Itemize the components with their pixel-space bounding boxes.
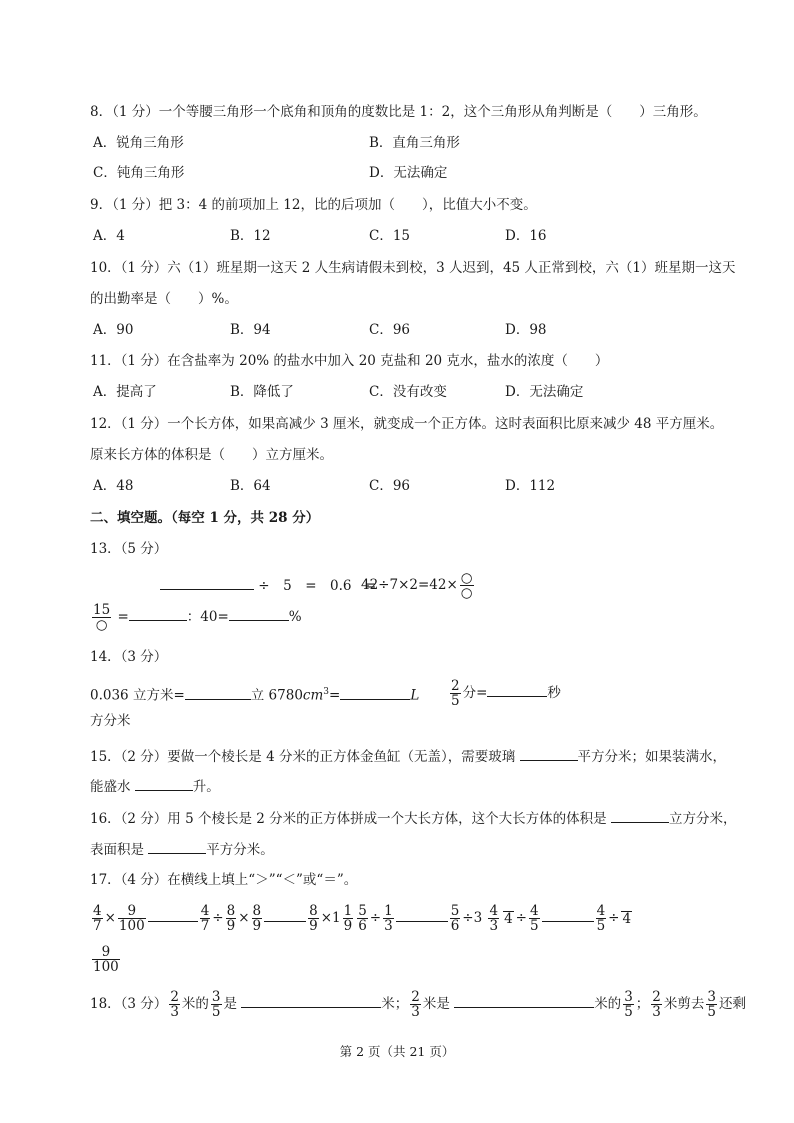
q10-option-a: A．90 <box>93 322 134 338</box>
answer-blank[interactable] <box>148 839 206 854</box>
answer-blank[interactable] <box>340 685 410 700</box>
q11-stem: 11．（1 分）在含盐率为 20% 的盐水中加入 20 克盐和 20 克水，盐水的浓度（ ） <box>90 353 609 369</box>
q17-continuation: $\frac{9}{100}$ <box>93 944 119 975</box>
q17-stem: 17．（4 分）在横线上填上“＞”“＜”或“＝”。 <box>90 872 358 888</box>
answer-blank[interactable] <box>229 606 289 621</box>
q10-stem-line1: 10．（1 分）六（1）班星期一这天 2 人生病请假未到校，3 人迟到，45 人正常到校，六（1）班星期一这天 <box>90 260 736 276</box>
q9-option-d: D．16 <box>505 228 547 244</box>
q8-option-b: B．直角三角形 <box>369 135 460 151</box>
q13-row2: $\frac{15}{○}$ = ：40= % <box>93 602 302 633</box>
page-footer: 第 2 页（共 21 页） <box>339 1044 455 1059</box>
q14-tail: 方分米 <box>90 713 131 729</box>
q18-line: 18．（3 分） $\frac{2}{3}$ 米的 $\frac{3}{5}$ 是 米； $\frac{2}{3}$ 米是 米的 $\frac{3}{5}$ ； $\frac{2}{3}$ 米剪去 $\frac{3}{5}$ 还剩 <box>90 989 746 1020</box>
q8-option-a: A．锐角三角形 <box>93 135 184 151</box>
q12-option-d: D．112 <box>505 478 556 494</box>
q13-fraction-15-over-circle: $\frac{15}{○}$ <box>93 602 111 633</box>
answer-blank[interactable] <box>264 907 306 922</box>
q9-option-b: B．12 <box>230 228 271 244</box>
answer-blank[interactable] <box>185 685 251 700</box>
q14-unit-l: L <box>410 687 420 704</box>
q10-stem-line2: 的出勤率是（ ）%。 <box>90 291 238 307</box>
q18-label: 18．（3 分） <box>90 996 168 1012</box>
answer-blank[interactable] <box>520 746 578 761</box>
q14-text-a: 0.036 立方米= <box>90 687 185 704</box>
section-title-fill-in: 二、填空题。（每空 1 分，共 28 分） <box>90 510 320 526</box>
q9-stem: 9．（1 分）把 3：4 的前项加上 12，比的后项加（ ），比值大小不变。 <box>90 197 537 213</box>
q8-option-d: D．无法确定 <box>369 165 448 181</box>
q13-percent: % <box>288 609 302 625</box>
answer-blank[interactable] <box>396 907 448 922</box>
q13-row1 <box>160 575 376 595</box>
q10-option-d: D．98 <box>505 322 547 338</box>
q12-option-b: B．64 <box>230 478 271 494</box>
q16-line1: 16．（2 分）用 5 个棱长是 2 分米的正方体拼成一个大长方体，这个大长方体的体积是 立方分米， <box>90 808 736 828</box>
q15-line2: 能盛水 升。 <box>90 776 220 796</box>
answer-blank[interactable] <box>135 776 193 791</box>
q14-sup: 3 <box>323 687 330 697</box>
answer-blank[interactable] <box>148 907 198 922</box>
q10-option-c: C．96 <box>369 322 411 338</box>
q14-row1: 0.036 立方米= 立 $6780cm^3= L$ <box>90 683 419 705</box>
q14-row1-right <box>448 679 561 708</box>
q12-option-c: C．96 <box>369 478 411 494</box>
q14-label: 14．（3 分） <box>90 649 168 665</box>
q11-option-a: A．提高了 <box>93 384 157 400</box>
q12-stem-line1: 12．（1 分）一个长方体，如果高减少 3 厘米，就变成一个正方体。这时表面积比原来减少 48 平方厘米。 <box>90 416 724 432</box>
q13-expr-text: 42÷7×2=42× <box>361 577 458 593</box>
q14-text-b: 立 6780 <box>250 687 303 704</box>
q9-option-c: C．15 <box>369 228 411 244</box>
q13-label: 13．（5 分） <box>90 541 168 557</box>
q13-colon-40: ：40= <box>186 609 229 625</box>
q12-option-a: A．48 <box>93 478 134 494</box>
answer-blank[interactable] <box>487 682 547 697</box>
q8-option-c: C．钝角三角形 <box>93 165 185 181</box>
q11-option-b: B．降低了 <box>230 384 294 400</box>
answer-blank[interactable] <box>542 907 594 922</box>
q8-stem: 8．（1 分）一个等腰三角形一个底角和顶角的度数比是 1：2，这个三角形从角判断是（ ）三角形。 <box>90 104 707 120</box>
q14-unit-cm: cm <box>302 687 324 704</box>
answer-blank[interactable] <box>611 808 669 823</box>
q13-circle-fraction: $\frac{○}{○}$ <box>460 570 473 601</box>
q16-line2: 表面积是 平方分米。 <box>90 839 274 859</box>
q10-option-b: B．94 <box>230 322 271 338</box>
answer-blank[interactable] <box>160 575 254 590</box>
q12-stem-line2: 原来长方体的体积是（ ）立方厘米。 <box>90 447 333 463</box>
q9-option-a: A．4 <box>93 228 125 244</box>
answer-blank[interactable] <box>129 606 187 621</box>
q11-option-d: D．无法确定 <box>505 384 584 400</box>
q14-fraction-2-5: $\frac{2}{5}$ <box>451 678 460 709</box>
q11-option-c: C．没有改变 <box>369 384 447 400</box>
q15-line1: 15．（2 分）要做一个棱长是 4 分米的正方体金鱼缸（无盖），需要玻璃 平方分米；如果装满水， <box>90 746 726 766</box>
q13-division: ÷ 5 = 0.6 = <box>258 578 377 594</box>
answer-blank[interactable] <box>454 993 594 1008</box>
q13-expression <box>361 571 476 600</box>
answer-blank[interactable] <box>241 993 381 1008</box>
q14-minutes: 分= <box>462 685 488 701</box>
q14-seconds: 秒 <box>547 685 561 701</box>
q17-comparisons: $\frac{4}{7}$ × $\frac{9}{100}$ $\frac{4}{7}$ ÷ $\frac{8}{9}$ × $\frac{8}{9}$ $\frac{8}{9}$ ×1 $\frac{1}{9}$ $\frac{5}{6}$ ÷ $\frac{1}{3}$ $\frac{5}{6}$ ÷3 $\frac{4}{3}$ 4 ÷ $\frac{4}{5}$ $\frac{4}{5}$ ÷ 4 <box>93 903 632 934</box>
